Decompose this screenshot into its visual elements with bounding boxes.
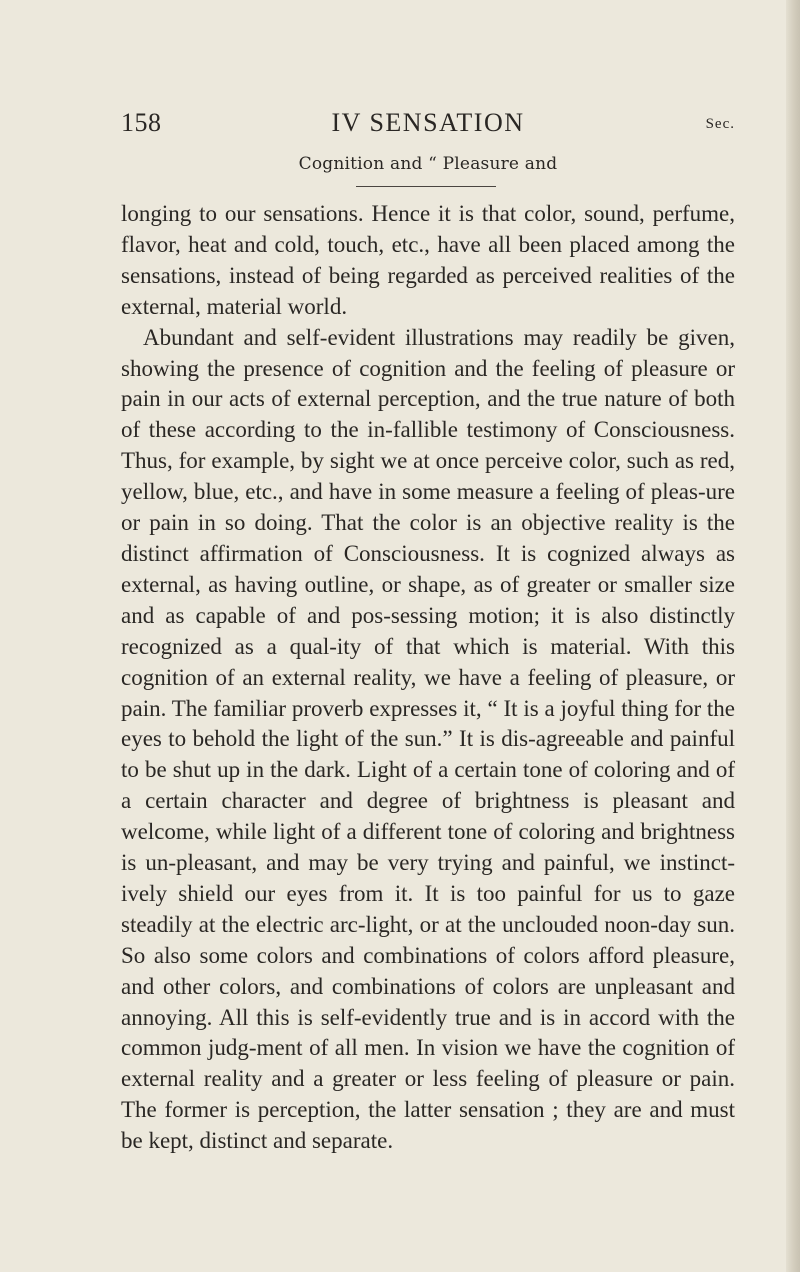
- page-edge: [786, 0, 800, 1272]
- header-rule: [356, 186, 496, 187]
- paragraph: Abundant and self-evident illustrations may readily be given, showing the presence of cognition and the feeling of pleasure or pain in our acts of external perception, and the true nature of both of these according to the in-fallible testimony of Consciousness. Thus, for example, by sight we at once perceive color, such as red, yellow, blue, etc., and have in some measure a feeling of pleas-ure or pain in so doing. That the color is an objective reality is the distinct affirmation of Consciousness. It is cognized always as external, as having outline, or shape, as of greater or smaller size and as capable of and pos-sessing motion; it is also distinctly recognized as a qual-ity of that which is material. With this cognition of an external reality, we have a feeling of pleasure, or pain. The familiar proverb expresses it, “ It is a joyful thing for the eyes to behold the light of the sun.” It is dis-agreeable and painful to be shut up in the dark. Light of a certain tone of coloring and of a certain character and degree of brightness is pleasant and welcome, while light of a different tone of coloring and brightness is un-pleasant, and may be very trying and painful, we instinct-ively shield our eyes from it. It is too painful for us to gaze steadily at the electric arc-light, or at the unclouded noon-day sun. So also some colors and combinations of colors afford pleasure, and other colors, and combinations of colors are unpleasant and annoying. All this is self-evidently true and is in accord with the common judg-ment of all men. In vision we have the cognition of external reality and a greater or less feeling of pleasure or pain. The former is perception, the latter sensation ; they are and must be kept, distinct and separate.: [121, 324, 735, 1154]
- chapter-title: IV SENSATION: [331, 108, 525, 137]
- section-mark: Sec.: [705, 116, 735, 132]
- sidenote-heading: Cognition and “ Pleasure and: [298, 154, 558, 174]
- page-number: 158: [121, 108, 162, 137]
- body-text: [121, 199, 735, 1157]
- paragraph: longing to our sensations. Hence it is that color, sound, perfume, flavor, heat and cold, touch, etc., have all been placed among the sensations, instead of being regarded as perceived realities of the external, material world.: [121, 201, 735, 319]
- running-head: [121, 108, 735, 148]
